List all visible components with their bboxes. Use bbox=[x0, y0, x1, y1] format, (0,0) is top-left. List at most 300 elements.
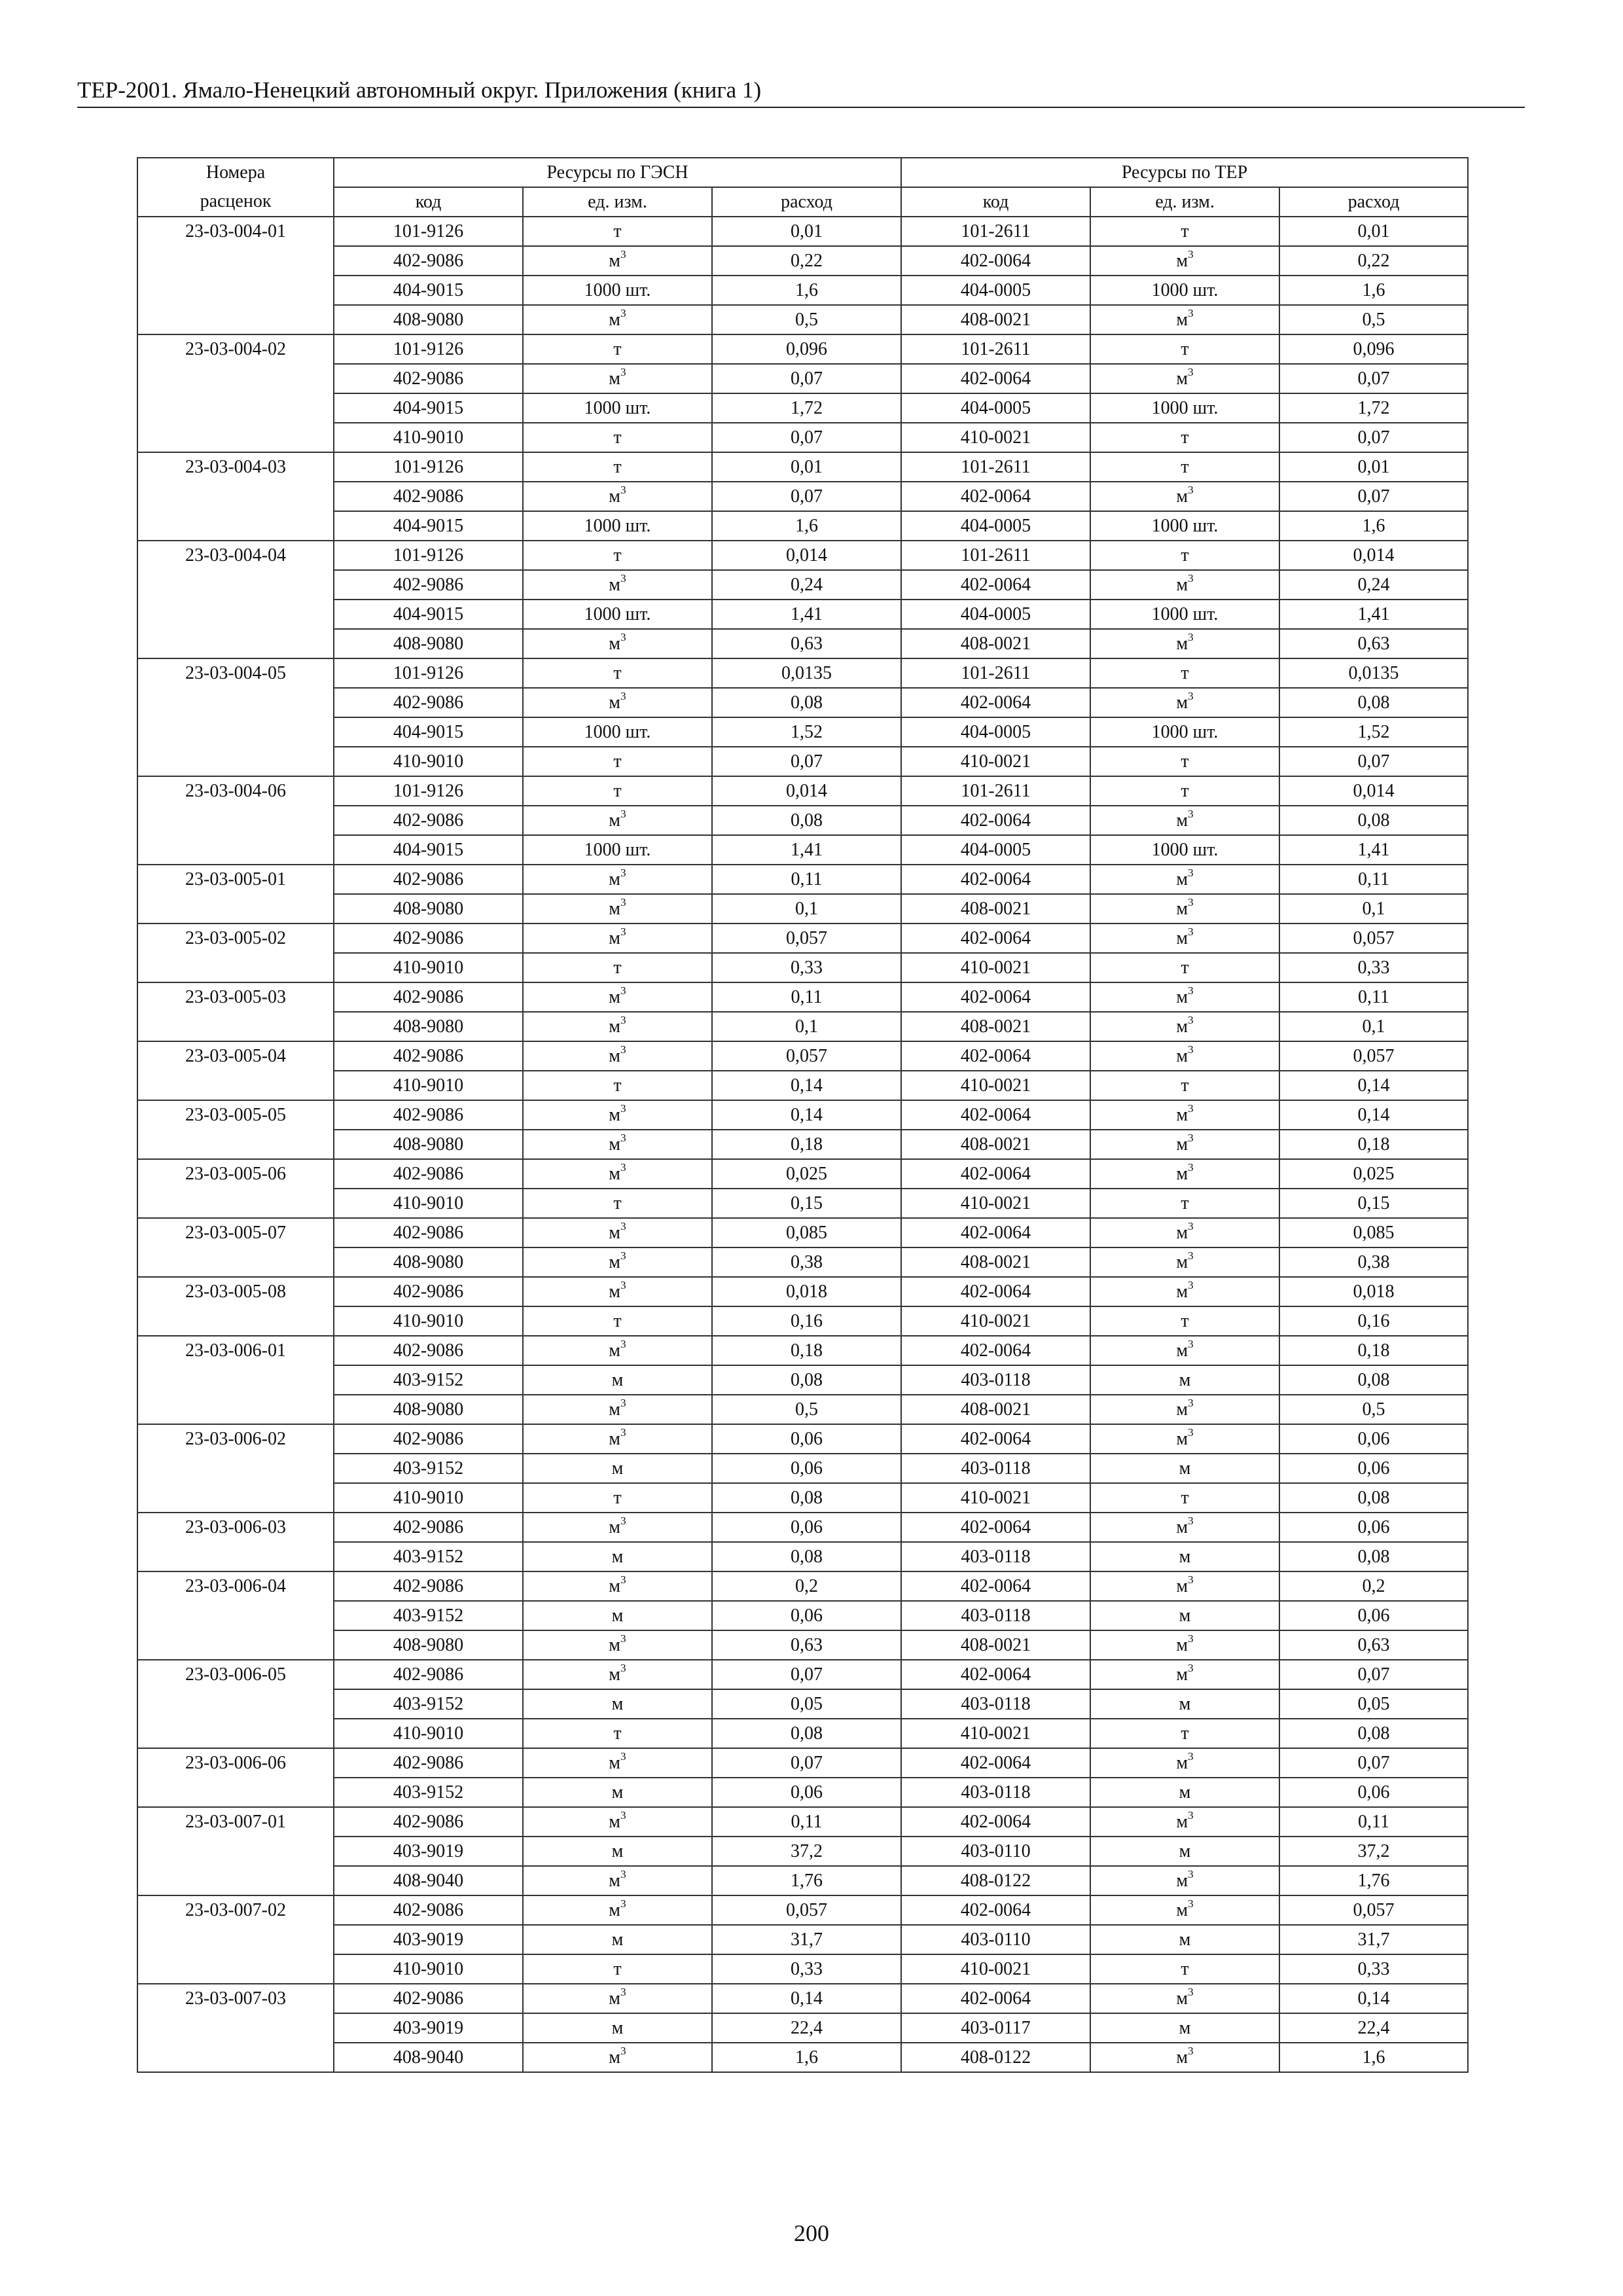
rate-number-cell: 23-03-007-02 bbox=[137, 1895, 334, 1925]
ter-consumption-cell: 0,08 bbox=[1279, 688, 1468, 717]
rate-number-cell bbox=[137, 2043, 334, 2072]
gesn-code-cell: 402-9086 bbox=[334, 1336, 523, 1365]
ter-consumption-cell: 0,16 bbox=[1279, 1306, 1468, 1336]
table-row bbox=[137, 776, 1468, 806]
table-row bbox=[137, 717, 1468, 747]
gesn-code-cell: 101-9126 bbox=[334, 334, 523, 364]
gesn-consumption-cell: 0,014 bbox=[712, 776, 901, 806]
gesn-code-cell: 402-9086 bbox=[334, 1513, 523, 1542]
ter-consumption-cell: 0,08 bbox=[1279, 806, 1468, 835]
gesn-unit-cell: 1000 шт. bbox=[523, 835, 712, 865]
ter-code-cell: 404-0005 bbox=[901, 393, 1090, 423]
ter-unit-cell: $м^3$ bbox=[1090, 305, 1279, 334]
gesn-consumption-cell: 0,057 bbox=[712, 924, 901, 953]
gesn-consumption-cell: 0,24 bbox=[712, 570, 901, 600]
table-row bbox=[137, 1895, 1468, 1925]
header-rate-numbers-line2: расценок bbox=[137, 187, 334, 217]
gesn-code-cell: 101-9126 bbox=[334, 217, 523, 246]
gesn-consumption-cell: 0,08 bbox=[712, 1365, 901, 1395]
gesn-consumption-cell: 0,07 bbox=[712, 747, 901, 776]
table-row bbox=[137, 1601, 1468, 1630]
ter-unit-cell: м bbox=[1090, 1365, 1279, 1395]
table-row bbox=[137, 276, 1468, 305]
rate-number-cell bbox=[137, 717, 334, 747]
ter-code-cell: 410-0021 bbox=[901, 1719, 1090, 1748]
gesn-consumption-cell: 0,057 bbox=[712, 1895, 901, 1925]
ter-code-cell: 402-0064 bbox=[901, 1336, 1090, 1365]
header-ter-resources: Ресурсы по ТЕР bbox=[901, 158, 1468, 187]
rate-number-cell bbox=[137, 1601, 334, 1630]
table-row bbox=[137, 747, 1468, 776]
gesn-consumption-cell: 0,07 bbox=[712, 364, 901, 393]
rate-number-cell: 23-03-006-06 bbox=[137, 1748, 334, 1778]
ter-code-cell: 402-0064 bbox=[901, 1424, 1090, 1454]
gesn-consumption-cell: 0,33 bbox=[712, 1954, 901, 1984]
rate-number-cell bbox=[137, 1630, 334, 1660]
ter-code-cell: 410-0021 bbox=[901, 1483, 1090, 1513]
table-row bbox=[137, 1778, 1468, 1807]
rate-number-cell bbox=[137, 482, 334, 511]
ter-consumption-cell: 0,06 bbox=[1279, 1424, 1468, 1454]
rate-number-cell bbox=[137, 1365, 334, 1395]
gesn-unit-cell: $м^3$ bbox=[523, 1395, 712, 1424]
ter-code-cell: 402-0064 bbox=[901, 1041, 1090, 1071]
rate-number-cell bbox=[137, 1866, 334, 1895]
gesn-code-cell: 410-9010 bbox=[334, 1189, 523, 1218]
table-row bbox=[137, 629, 1468, 658]
table-row bbox=[137, 688, 1468, 717]
ter-code-cell: 410-0021 bbox=[901, 423, 1090, 452]
gesn-consumption-cell: 0,2 bbox=[712, 1571, 901, 1601]
rate-number-cell bbox=[137, 953, 334, 982]
rate-number-cell: 23-03-005-01 bbox=[137, 865, 334, 894]
table-row bbox=[137, 364, 1468, 393]
ter-consumption-cell: 0,63 bbox=[1279, 1630, 1468, 1660]
gesn-code-cell: 402-9086 bbox=[334, 1571, 523, 1601]
gesn-unit-cell: т bbox=[523, 1071, 712, 1100]
ter-unit-cell: $м^3$ bbox=[1090, 364, 1279, 393]
ter-unit-cell: $м^3$ bbox=[1090, 924, 1279, 953]
table-row bbox=[137, 1130, 1468, 1159]
table-row bbox=[137, 806, 1468, 835]
ter-consumption-cell: 1,41 bbox=[1279, 835, 1468, 865]
rate-number-cell: 23-03-005-08 bbox=[137, 1277, 334, 1306]
gesn-consumption-cell: 0,085 bbox=[712, 1218, 901, 1247]
ter-unit-cell: т bbox=[1090, 1719, 1279, 1748]
ter-code-cell: 410-0021 bbox=[901, 1954, 1090, 1984]
gesn-consumption-cell: 0,18 bbox=[712, 1336, 901, 1365]
gesn-unit-cell: $м^3$ bbox=[523, 1100, 712, 1130]
ter-unit-cell: т bbox=[1090, 658, 1279, 688]
ter-unit-cell: $м^3$ bbox=[1090, 1218, 1279, 1247]
gesn-code-cell: 402-9086 bbox=[334, 1807, 523, 1837]
ter-unit-cell: $м^3$ bbox=[1090, 1513, 1279, 1542]
ter-code-cell: 403-0118 bbox=[901, 1778, 1090, 1807]
table-row bbox=[137, 1483, 1468, 1513]
ter-consumption-cell: 0,24 bbox=[1279, 570, 1468, 600]
table-row bbox=[137, 1012, 1468, 1041]
gesn-consumption-cell: 0,014 bbox=[712, 541, 901, 570]
gesn-unit-cell: $м^3$ bbox=[523, 1571, 712, 1601]
header-ter-unit: ед. изм. bbox=[1090, 187, 1279, 217]
gesn-unit-cell: т bbox=[523, 452, 712, 482]
ter-code-cell: 101-2611 bbox=[901, 541, 1090, 570]
gesn-code-cell: 408-9040 bbox=[334, 1866, 523, 1895]
gesn-code-cell: 101-9126 bbox=[334, 658, 523, 688]
rate-number-cell: 23-03-004-06 bbox=[137, 776, 334, 806]
gesn-consumption-cell: 0,07 bbox=[712, 423, 901, 452]
ter-code-cell: 410-0021 bbox=[901, 953, 1090, 982]
gesn-unit-cell: т bbox=[523, 776, 712, 806]
ter-code-cell: 404-0005 bbox=[901, 717, 1090, 747]
gesn-code-cell: 410-9010 bbox=[334, 953, 523, 982]
rate-number-cell: 23-03-004-03 bbox=[137, 452, 334, 482]
rate-number-cell bbox=[137, 305, 334, 334]
rate-number-cell: 23-03-005-05 bbox=[137, 1100, 334, 1130]
rate-number-cell bbox=[137, 1925, 334, 1954]
ter-code-cell: 404-0005 bbox=[901, 276, 1090, 305]
table-row bbox=[137, 1071, 1468, 1100]
gesn-unit-cell: м bbox=[523, 1454, 712, 1483]
table-row bbox=[137, 1866, 1468, 1895]
gesn-consumption-cell: 0,11 bbox=[712, 1807, 901, 1837]
rate-number-cell: 23-03-005-02 bbox=[137, 924, 334, 953]
gesn-code-cell: 402-9086 bbox=[334, 1277, 523, 1306]
gesn-code-cell: 408-9080 bbox=[334, 1630, 523, 1660]
gesn-code-cell: 403-9019 bbox=[334, 1925, 523, 1954]
gesn-unit-cell: $м^3$ bbox=[523, 1748, 712, 1778]
ter-unit-cell: 1000 шт. bbox=[1090, 600, 1279, 629]
gesn-unit-cell: 1000 шт. bbox=[523, 717, 712, 747]
gesn-consumption-cell: 0,14 bbox=[712, 1984, 901, 2013]
ter-unit-cell: т bbox=[1090, 1306, 1279, 1336]
rate-number-cell: 23-03-004-01 bbox=[137, 217, 334, 246]
gesn-code-cell: 403-9152 bbox=[334, 1601, 523, 1630]
ter-unit-cell: $м^3$ bbox=[1090, 570, 1279, 600]
ter-code-cell: 402-0064 bbox=[901, 806, 1090, 835]
ter-unit-cell: $м^3$ bbox=[1090, 1247, 1279, 1277]
gesn-code-cell: 404-9015 bbox=[334, 717, 523, 747]
ter-consumption-cell: 0,06 bbox=[1279, 1601, 1468, 1630]
ter-code-cell: 404-0005 bbox=[901, 835, 1090, 865]
gesn-consumption-cell: 0,11 bbox=[712, 982, 901, 1012]
gesn-consumption-cell: 0,06 bbox=[712, 1424, 901, 1454]
table-row bbox=[137, 541, 1468, 570]
table-row bbox=[137, 865, 1468, 894]
gesn-consumption-cell: 1,52 bbox=[712, 717, 901, 747]
ter-code-cell: 408-0021 bbox=[901, 894, 1090, 924]
gesn-unit-cell: м bbox=[523, 2013, 712, 2043]
rate-number-cell bbox=[137, 2013, 334, 2043]
gesn-code-cell: 101-9126 bbox=[334, 452, 523, 482]
ter-code-cell: 408-0122 bbox=[901, 2043, 1090, 2072]
gesn-consumption-cell: 0,1 bbox=[712, 1012, 901, 1041]
page-number: 200 bbox=[794, 2220, 829, 2246]
gesn-consumption-cell: 0,5 bbox=[712, 1395, 901, 1424]
table-row bbox=[137, 305, 1468, 334]
table-row bbox=[137, 2043, 1468, 2072]
gesn-code-cell: 402-9086 bbox=[334, 1218, 523, 1247]
ter-unit-cell: $м^3$ bbox=[1090, 982, 1279, 1012]
gesn-code-cell: 408-9080 bbox=[334, 1130, 523, 1159]
gesn-consumption-cell: 31,7 bbox=[712, 1925, 901, 1954]
ter-code-cell: 408-0021 bbox=[901, 1012, 1090, 1041]
ter-unit-cell: $м^3$ bbox=[1090, 1630, 1279, 1660]
table-row bbox=[137, 1689, 1468, 1719]
gesn-consumption-cell: 0,63 bbox=[712, 629, 901, 658]
gesn-code-cell: 402-9086 bbox=[334, 246, 523, 276]
gesn-code-cell: 402-9086 bbox=[334, 1100, 523, 1130]
gesn-consumption-cell: 0,025 bbox=[712, 1159, 901, 1189]
gesn-unit-cell: т bbox=[523, 1483, 712, 1513]
ter-consumption-cell: 0,11 bbox=[1279, 865, 1468, 894]
table-row bbox=[137, 1424, 1468, 1454]
gesn-unit-cell: $м^3$ bbox=[523, 1277, 712, 1306]
gesn-consumption-cell: 0,16 bbox=[712, 1306, 901, 1336]
gesn-unit-cell: т bbox=[523, 1954, 712, 1984]
ter-unit-cell: $м^3$ bbox=[1090, 246, 1279, 276]
ter-code-cell: 403-0110 bbox=[901, 1837, 1090, 1866]
gesn-unit-cell: $м^3$ bbox=[523, 924, 712, 953]
rate-number-cell: 23-03-004-05 bbox=[137, 658, 334, 688]
ter-unit-cell: м bbox=[1090, 1454, 1279, 1483]
gesn-unit-cell: м bbox=[523, 1365, 712, 1395]
gesn-consumption-cell: 0,5 bbox=[712, 305, 901, 334]
table-row bbox=[137, 1807, 1468, 1837]
gesn-unit-cell: т bbox=[523, 1189, 712, 1218]
ter-unit-cell: т bbox=[1090, 452, 1279, 482]
table-row bbox=[137, 1247, 1468, 1277]
ter-unit-cell: м bbox=[1090, 1689, 1279, 1719]
gesn-consumption-cell: 1,41 bbox=[712, 600, 901, 629]
rate-number-cell bbox=[137, 1837, 334, 1866]
gesn-code-cell: 402-9086 bbox=[334, 482, 523, 511]
ter-code-cell: 101-2611 bbox=[901, 658, 1090, 688]
ter-code-cell: 402-0064 bbox=[901, 1513, 1090, 1542]
table-row bbox=[137, 423, 1468, 452]
gesn-unit-cell: м bbox=[523, 1601, 712, 1630]
ter-code-cell: 402-0064 bbox=[901, 1159, 1090, 1189]
gesn-consumption-cell: 0,06 bbox=[712, 1513, 901, 1542]
table-row bbox=[137, 953, 1468, 982]
table-row bbox=[137, 1189, 1468, 1218]
gesn-consumption-cell: 0,08 bbox=[712, 806, 901, 835]
ter-unit-cell: 1000 шт. bbox=[1090, 511, 1279, 541]
ter-code-cell: 402-0064 bbox=[901, 246, 1090, 276]
ter-code-cell: 410-0021 bbox=[901, 747, 1090, 776]
rate-number-cell: 23-03-004-04 bbox=[137, 541, 334, 570]
rate-number-cell: 23-03-005-07 bbox=[137, 1218, 334, 1247]
gesn-consumption-cell: 0,08 bbox=[712, 688, 901, 717]
gesn-code-cell: 403-9152 bbox=[334, 1689, 523, 1719]
ter-unit-cell: т bbox=[1090, 541, 1279, 570]
gesn-unit-cell: $м^3$ bbox=[523, 2043, 712, 2072]
ter-code-cell: 101-2611 bbox=[901, 334, 1090, 364]
gesn-consumption-cell: 0,01 bbox=[712, 217, 901, 246]
ter-code-cell: 404-0005 bbox=[901, 511, 1090, 541]
gesn-unit-cell: $м^3$ bbox=[523, 1130, 712, 1159]
ter-unit-cell: т bbox=[1090, 953, 1279, 982]
ter-unit-cell: $м^3$ bbox=[1090, 1277, 1279, 1306]
ter-consumption-cell: 0,2 bbox=[1279, 1571, 1468, 1601]
gesn-unit-cell: т bbox=[523, 658, 712, 688]
resources-table bbox=[137, 157, 1469, 2073]
ter-consumption-cell: 0,11 bbox=[1279, 1807, 1468, 1837]
ter-code-cell: 408-0122 bbox=[901, 1866, 1090, 1895]
ter-unit-cell: $м^3$ bbox=[1090, 1041, 1279, 1071]
ter-unit-cell: $м^3$ bbox=[1090, 894, 1279, 924]
table-row bbox=[137, 1954, 1468, 1984]
rate-number-cell: 23-03-007-01 bbox=[137, 1807, 334, 1837]
gesn-unit-cell: м bbox=[523, 1925, 712, 1954]
ter-unit-cell: м bbox=[1090, 2013, 1279, 2043]
gesn-unit-cell: 1000 шт. bbox=[523, 511, 712, 541]
ter-unit-cell: т bbox=[1090, 1189, 1279, 1218]
gesn-unit-cell: 1000 шт. bbox=[523, 600, 712, 629]
gesn-code-cell: 408-9080 bbox=[334, 629, 523, 658]
gesn-unit-cell: т bbox=[523, 334, 712, 364]
ter-consumption-cell: 37,2 bbox=[1279, 1837, 1468, 1866]
ter-code-cell: 403-0118 bbox=[901, 1542, 1090, 1571]
ter-unit-cell: $м^3$ bbox=[1090, 1984, 1279, 2013]
ter-consumption-cell: 0,5 bbox=[1279, 1395, 1468, 1424]
gesn-unit-cell: $м^3$ bbox=[523, 1895, 712, 1925]
gesn-code-cell: 101-9126 bbox=[334, 541, 523, 570]
ter-code-cell: 402-0064 bbox=[901, 1984, 1090, 2013]
ter-consumption-cell: 1,6 bbox=[1279, 276, 1468, 305]
gesn-code-cell: 403-9152 bbox=[334, 1365, 523, 1395]
gesn-unit-cell: $м^3$ bbox=[523, 865, 712, 894]
table-row bbox=[137, 1660, 1468, 1689]
ter-code-cell: 402-0064 bbox=[901, 1660, 1090, 1689]
ter-code-cell: 402-0064 bbox=[901, 1895, 1090, 1925]
table-row bbox=[137, 452, 1468, 482]
ter-code-cell: 101-2611 bbox=[901, 452, 1090, 482]
gesn-consumption-cell: 0,057 bbox=[712, 1041, 901, 1071]
table-row bbox=[137, 1159, 1468, 1189]
gesn-unit-cell: м bbox=[523, 1689, 712, 1719]
gesn-code-cell: 402-9086 bbox=[334, 1748, 523, 1778]
gesn-unit-cell: $м^3$ bbox=[523, 806, 712, 835]
gesn-consumption-cell: 0,05 bbox=[712, 1689, 901, 1719]
gesn-unit-cell: $м^3$ bbox=[523, 305, 712, 334]
ter-consumption-cell: 0,057 bbox=[1279, 1041, 1468, 1071]
gesn-code-cell: 402-9086 bbox=[334, 1159, 523, 1189]
ter-consumption-cell: 0,096 bbox=[1279, 334, 1468, 364]
rate-number-cell bbox=[137, 1689, 334, 1719]
gesn-consumption-cell: 0,07 bbox=[712, 482, 901, 511]
ter-unit-cell: $м^3$ bbox=[1090, 1336, 1279, 1365]
ter-consumption-cell: 0,14 bbox=[1279, 1984, 1468, 2013]
ter-code-cell: 403-0118 bbox=[901, 1601, 1090, 1630]
gesn-consumption-cell: 1,6 bbox=[712, 2043, 901, 2072]
rate-number-cell: 23-03-005-06 bbox=[137, 1159, 334, 1189]
gesn-consumption-cell: 0,06 bbox=[712, 1454, 901, 1483]
gesn-consumption-cell: 0,11 bbox=[712, 865, 901, 894]
ter-unit-cell: м bbox=[1090, 1601, 1279, 1630]
table-row bbox=[137, 1542, 1468, 1571]
ter-consumption-cell: 0,0135 bbox=[1279, 658, 1468, 688]
ter-consumption-cell: 1,72 bbox=[1279, 393, 1468, 423]
gesn-unit-cell: $м^3$ bbox=[523, 1159, 712, 1189]
ter-unit-cell: $м^3$ bbox=[1090, 1424, 1279, 1454]
ter-consumption-cell: 1,41 bbox=[1279, 600, 1468, 629]
ter-code-cell: 402-0064 bbox=[901, 1277, 1090, 1306]
rate-number-cell bbox=[137, 246, 334, 276]
rate-number-cell bbox=[137, 629, 334, 658]
ter-consumption-cell: 0,014 bbox=[1279, 541, 1468, 570]
gesn-consumption-cell: 0,22 bbox=[712, 246, 901, 276]
gesn-unit-cell: $м^3$ bbox=[523, 1807, 712, 1837]
gesn-unit-cell: $м^3$ bbox=[523, 1424, 712, 1454]
gesn-unit-cell: т bbox=[523, 1719, 712, 1748]
ter-unit-cell: $м^3$ bbox=[1090, 865, 1279, 894]
rate-number-cell: 23-03-006-02 bbox=[137, 1424, 334, 1454]
table-row bbox=[137, 835, 1468, 865]
gesn-code-cell: 402-9086 bbox=[334, 982, 523, 1012]
rate-number-cell bbox=[137, 688, 334, 717]
table-row bbox=[137, 246, 1468, 276]
gesn-code-cell: 410-9010 bbox=[334, 1954, 523, 1984]
table-body bbox=[137, 217, 1468, 2072]
gesn-unit-cell: $м^3$ bbox=[523, 1866, 712, 1895]
table-row bbox=[137, 924, 1468, 953]
gesn-consumption-cell: 1,72 bbox=[712, 393, 901, 423]
gesn-unit-cell: $м^3$ bbox=[523, 982, 712, 1012]
gesn-code-cell: 402-9086 bbox=[334, 688, 523, 717]
rate-number-cell: 23-03-004-02 bbox=[137, 334, 334, 364]
gesn-code-cell: 101-9126 bbox=[334, 776, 523, 806]
ter-unit-cell: $м^3$ bbox=[1090, 1807, 1279, 1837]
ter-consumption-cell: 0,33 bbox=[1279, 1954, 1468, 1984]
gesn-unit-cell: $м^3$ bbox=[523, 1984, 712, 2013]
rate-number-cell bbox=[137, 1247, 334, 1277]
ter-code-cell: 402-0064 bbox=[901, 482, 1090, 511]
ter-unit-cell: $м^3$ bbox=[1090, 1660, 1279, 1689]
ter-unit-cell: $м^3$ bbox=[1090, 629, 1279, 658]
ter-unit-cell: т bbox=[1090, 217, 1279, 246]
gesn-code-cell: 408-9080 bbox=[334, 1247, 523, 1277]
gesn-consumption-cell: 22,4 bbox=[712, 2013, 901, 2043]
rate-number-cell bbox=[137, 570, 334, 600]
gesn-code-cell: 408-9040 bbox=[334, 2043, 523, 2072]
rate-number-cell: 23-03-007-03 bbox=[137, 1984, 334, 2013]
ter-code-cell: 101-2611 bbox=[901, 776, 1090, 806]
ter-consumption-cell: 0,01 bbox=[1279, 452, 1468, 482]
gesn-unit-cell: $м^3$ bbox=[523, 246, 712, 276]
gesn-unit-cell: $м^3$ bbox=[523, 894, 712, 924]
table-row bbox=[137, 334, 1468, 364]
gesn-code-cell: 402-9086 bbox=[334, 1660, 523, 1689]
ter-consumption-cell: 0,014 bbox=[1279, 776, 1468, 806]
ter-code-cell: 402-0064 bbox=[901, 1218, 1090, 1247]
gesn-code-cell: 408-9080 bbox=[334, 1395, 523, 1424]
ter-code-cell: 408-0021 bbox=[901, 1395, 1090, 1424]
ter-unit-cell: т bbox=[1090, 1483, 1279, 1513]
gesn-consumption-cell: 0,018 bbox=[712, 1277, 901, 1306]
ter-unit-cell: $м^3$ bbox=[1090, 1571, 1279, 1601]
ter-code-cell: 408-0021 bbox=[901, 305, 1090, 334]
ter-code-cell: 408-0021 bbox=[901, 1130, 1090, 1159]
rate-number-cell bbox=[137, 1954, 334, 1984]
header-gesn-consumption: расход bbox=[712, 187, 901, 217]
gesn-unit-cell: $м^3$ bbox=[523, 364, 712, 393]
rate-number-cell: 23-03-005-03 bbox=[137, 982, 334, 1012]
rate-number-cell bbox=[137, 1189, 334, 1218]
gesn-code-cell: 403-9019 bbox=[334, 1837, 523, 1866]
ter-unit-cell: 1000 шт. bbox=[1090, 276, 1279, 305]
gesn-consumption-cell: 0,08 bbox=[712, 1542, 901, 1571]
